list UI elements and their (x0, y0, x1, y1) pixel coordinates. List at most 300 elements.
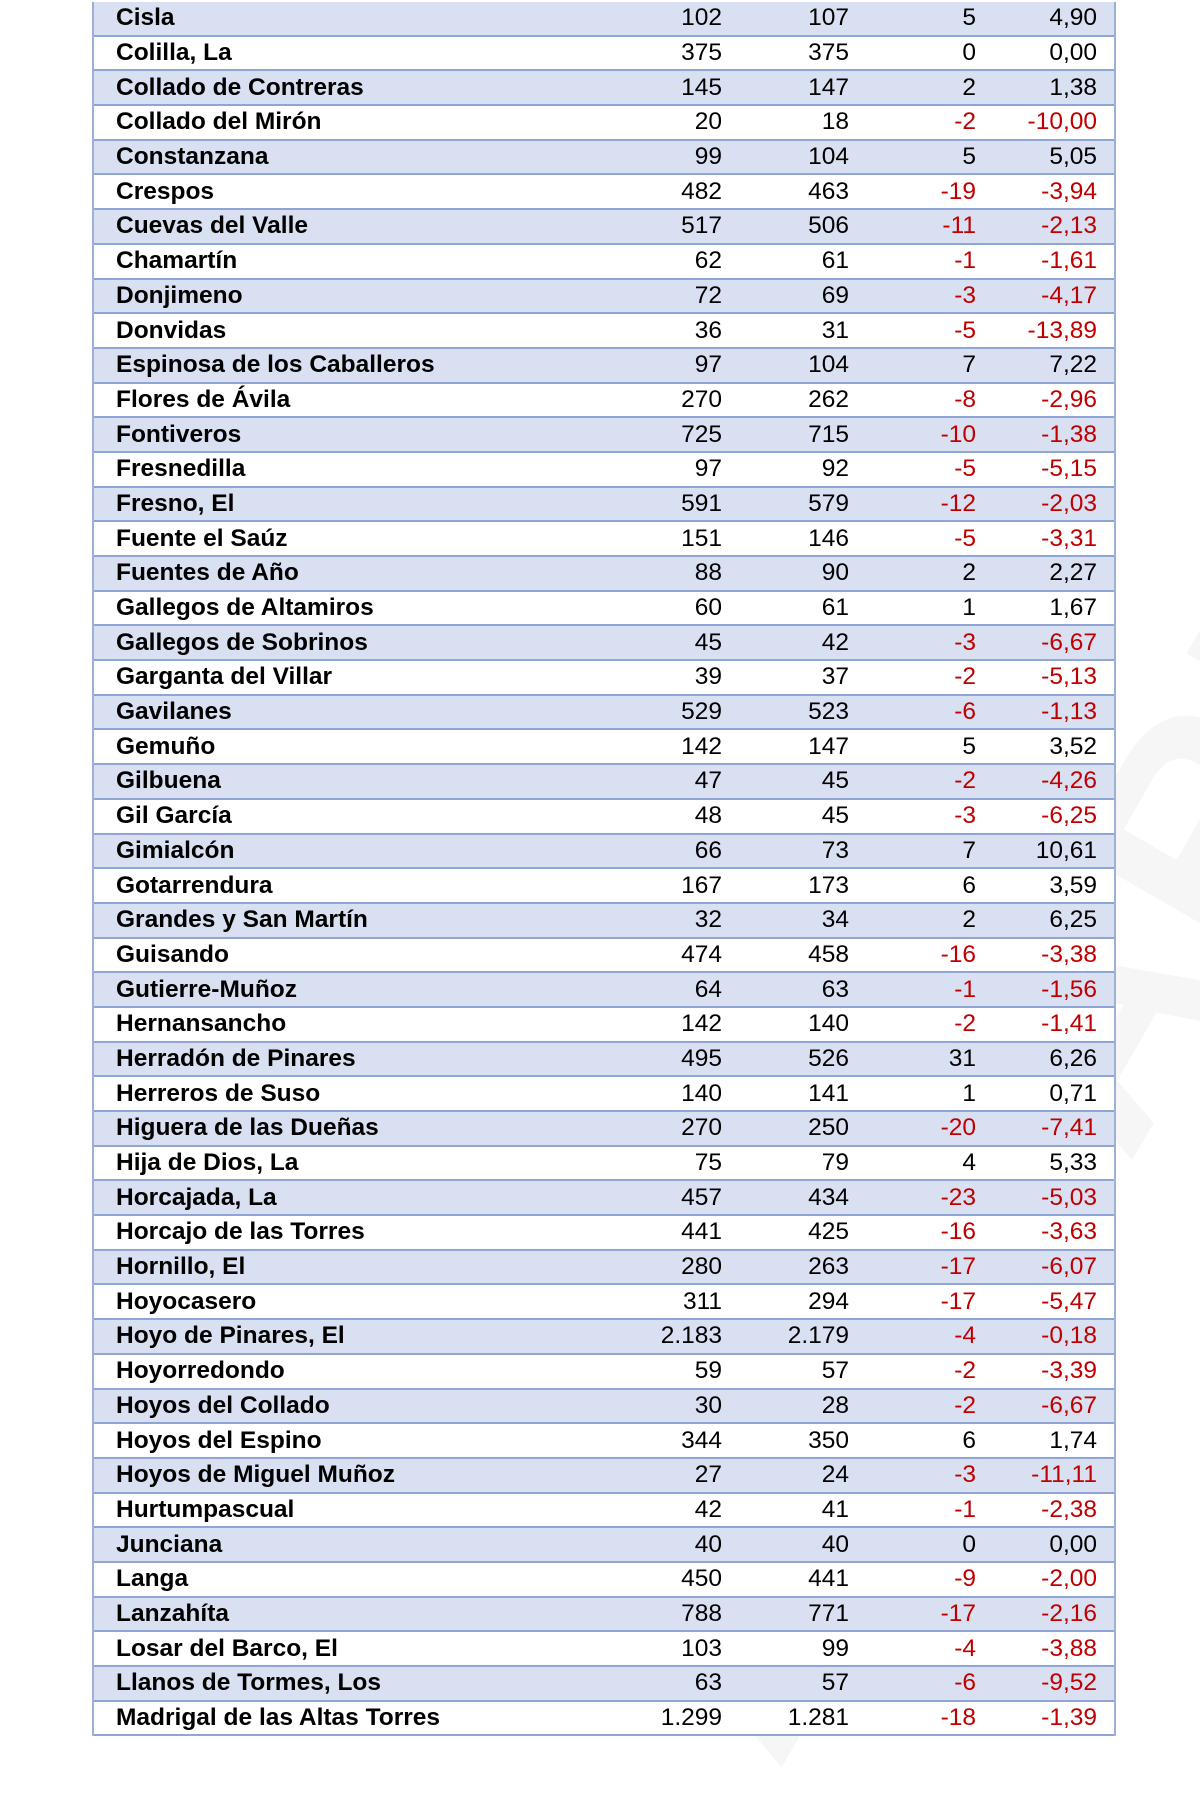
population-percent-change: 1,74 (1049, 1426, 1097, 1454)
population-percent-change: -4,26 (1041, 767, 1097, 795)
population-year-1: 30 (694, 1391, 722, 1419)
municipality-name: Gallegos de Sobrinos (116, 628, 368, 656)
population-year-2: 1.281 (787, 1704, 849, 1732)
table-row (94, 1563, 1114, 1598)
table-row (94, 106, 1114, 141)
population-year-2: 61 (821, 594, 849, 622)
population-difference: -5 (954, 316, 976, 344)
table-row (94, 280, 1114, 315)
municipality-name: Collado del Mirón (116, 108, 322, 136)
population-year-1: 63 (694, 1669, 722, 1697)
population-percent-change: 4,90 (1049, 4, 1097, 32)
population-year-2: 73 (821, 836, 849, 864)
population-year-1: 151 (681, 524, 722, 552)
table-row (94, 141, 1114, 176)
population-percent-change: 5,05 (1049, 143, 1097, 171)
municipality-name: Junciana (116, 1530, 223, 1558)
population-year-1: 2.183 (660, 1322, 722, 1350)
population-percent-change: -3,39 (1041, 1357, 1097, 1385)
population-percent-change: -4,17 (1041, 281, 1097, 309)
population-year-2: 579 (808, 489, 849, 517)
population-difference: 2 (962, 73, 976, 101)
population-percent-change: -2,03 (1041, 489, 1097, 517)
municipality-name: Horcajada, La (116, 1183, 277, 1211)
population-year-2: 61 (821, 247, 849, 275)
population-year-1: 60 (694, 594, 722, 622)
population-year-2: 90 (821, 559, 849, 587)
municipality-name: Hornillo, El (116, 1253, 246, 1281)
population-percent-change: 0,00 (1049, 1530, 1097, 1558)
population-year-2: 45 (821, 802, 849, 830)
population-difference: 7 (962, 836, 976, 864)
population-year-2: 24 (821, 1461, 849, 1489)
population-difference: -1 (954, 247, 976, 275)
population-percent-change: -2,96 (1041, 385, 1097, 413)
table-row (94, 418, 1114, 453)
population-percent-change: 0,71 (1049, 1079, 1097, 1107)
table-row (94, 245, 1114, 280)
population-year-2: 463 (808, 177, 849, 205)
table-row (94, 661, 1114, 696)
municipality-name: Horcajo de las Torres (116, 1218, 365, 1246)
municipality-name: Hija de Dios, La (116, 1149, 299, 1177)
table-row (94, 1112, 1114, 1147)
population-difference: -1 (954, 975, 976, 1003)
population-year-1: 140 (681, 1079, 722, 1107)
population-year-2: 441 (808, 1565, 849, 1593)
population-year-1: 145 (681, 73, 722, 101)
population-year-2: 350 (808, 1426, 849, 1454)
population-year-1: 103 (681, 1634, 722, 1662)
table-row (94, 730, 1114, 765)
population-percent-change: -1,61 (1041, 247, 1097, 275)
population-difference: -3 (954, 802, 976, 830)
population-year-1: 495 (681, 1044, 722, 1072)
population-year-1: 517 (681, 212, 722, 240)
table-row (94, 1043, 1114, 1078)
population-year-1: 66 (694, 836, 722, 864)
population-difference: -2 (954, 1357, 976, 1385)
population-difference: 4 (962, 1149, 976, 1177)
municipality-name: Gilbuena (116, 767, 221, 795)
population-year-1: 88 (694, 559, 722, 587)
population-year-1: 167 (681, 871, 722, 899)
population-year-2: 69 (821, 281, 849, 309)
population-year-1: 474 (681, 940, 722, 968)
table-row (94, 904, 1114, 939)
municipality-name: Higuera de las Dueñas (116, 1114, 379, 1142)
population-year-2: 294 (808, 1287, 849, 1315)
population-percent-change: -3,63 (1041, 1218, 1097, 1246)
population-percent-change: -6,07 (1041, 1253, 1097, 1281)
population-difference: -9 (954, 1565, 976, 1593)
population-difference: -12 (940, 489, 976, 517)
municipality-name: Hoyos del Collado (116, 1391, 330, 1419)
population-percent-change: -1,41 (1041, 1010, 1097, 1038)
population-difference: -11 (942, 212, 976, 240)
population-percent-change: -6,67 (1041, 628, 1097, 656)
population-year-2: 2.179 (787, 1322, 849, 1350)
population-percent-change: -1,13 (1041, 698, 1097, 726)
population-year-2: 526 (808, 1044, 849, 1072)
population-year-2: 57 (821, 1357, 849, 1385)
population-difference: 5 (962, 4, 976, 32)
population-year-1: 42 (694, 1495, 722, 1523)
population-percent-change: -6,67 (1041, 1391, 1097, 1419)
population-percent-change: -6,25 (1041, 802, 1097, 830)
municipality-name: Hoyo de Pinares, El (116, 1322, 345, 1350)
population-percent-change: -13,89 (1027, 316, 1097, 344)
population-year-1: 270 (681, 1114, 722, 1142)
population-year-2: 79 (821, 1149, 849, 1177)
population-difference: -2 (954, 1010, 976, 1038)
table-row (94, 592, 1114, 627)
population-year-2: 99 (821, 1634, 849, 1662)
population-table (92, 2, 1116, 1736)
table-row (94, 1702, 1114, 1737)
municipality-name: Garganta del Villar (116, 663, 333, 691)
table-row (94, 1390, 1114, 1425)
table-row (94, 1285, 1114, 1320)
table-row (94, 939, 1114, 974)
population-year-1: 32 (694, 906, 722, 934)
population-percent-change: -3,94 (1041, 177, 1097, 205)
population-difference: -2 (954, 663, 976, 691)
municipality-name: Langa (116, 1565, 189, 1593)
municipality-name: Grandes y San Martín (116, 906, 368, 934)
table-row (94, 2, 1114, 37)
table-row (94, 696, 1114, 731)
population-year-2: 375 (808, 39, 849, 67)
municipality-name: Herreros de Suso (116, 1079, 321, 1107)
population-year-1: 280 (681, 1253, 722, 1281)
population-year-2: 771 (808, 1599, 849, 1627)
population-year-2: 37 (821, 663, 849, 691)
population-year-2: 434 (808, 1183, 849, 1211)
population-year-1: 450 (681, 1565, 722, 1593)
table-row (94, 1598, 1114, 1633)
population-percent-change: -7,41 (1041, 1114, 1097, 1142)
population-year-2: 28 (821, 1391, 849, 1419)
population-difference: -16 (940, 940, 976, 968)
population-difference: -2 (954, 1391, 976, 1419)
municipality-name: Lanzahíta (116, 1599, 229, 1627)
municipality-name: Gutierre-Muñoz (116, 975, 298, 1003)
population-percent-change: -5,13 (1041, 663, 1097, 691)
population-difference: -4 (954, 1634, 976, 1662)
table-row (94, 869, 1114, 904)
municipality-name: Gavilanes (116, 698, 232, 726)
population-year-2: 425 (808, 1218, 849, 1246)
municipality-name: Hoyos del Espino (116, 1426, 322, 1454)
municipality-name: Guisando (116, 940, 229, 968)
population-year-1: 36 (694, 316, 722, 344)
population-percent-change: 1,38 (1049, 73, 1097, 101)
population-difference: -19 (940, 177, 976, 205)
population-year-2: 715 (808, 420, 849, 448)
population-year-2: 147 (808, 732, 849, 760)
population-year-1: 142 (681, 732, 722, 760)
population-percent-change: -1,56 (1041, 975, 1097, 1003)
population-difference: -2 (954, 767, 976, 795)
population-year-1: 45 (694, 628, 722, 656)
population-year-1: 102 (681, 4, 722, 32)
table-row (94, 626, 1114, 661)
population-percent-change: 2,27 (1049, 559, 1097, 587)
municipality-name: Gimialcón (116, 836, 235, 864)
table-row (94, 1459, 1114, 1494)
table-row (94, 765, 1114, 800)
population-year-1: 142 (681, 1010, 722, 1038)
population-percent-change: -5,15 (1041, 455, 1097, 483)
population-year-2: 523 (808, 698, 849, 726)
population-difference: -18 (940, 1704, 976, 1732)
municipality-name: Hurtumpascual (116, 1495, 295, 1523)
population-year-2: 31 (821, 316, 849, 344)
municipality-name: Madrigal de las Altas Torres (116, 1704, 441, 1732)
population-difference: 1 (962, 1079, 976, 1107)
municipality-name: Hoyocasero (116, 1287, 257, 1315)
population-difference: -23 (940, 1183, 976, 1211)
municipality-name: Donvidas (116, 316, 227, 344)
population-percent-change: -2,38 (1041, 1495, 1097, 1523)
table-row (94, 1181, 1114, 1216)
population-year-1: 40 (694, 1530, 722, 1558)
population-difference: 6 (962, 1426, 976, 1454)
population-difference: 6 (962, 871, 976, 899)
municipality-name: Llanos de Tormes, Los (116, 1669, 382, 1697)
population-year-2: 40 (821, 1530, 849, 1558)
population-year-2: 57 (821, 1669, 849, 1697)
population-year-2: 45 (821, 767, 849, 795)
municipality-name: Fuente el Saúz (116, 524, 288, 552)
population-percent-change: -5,03 (1041, 1183, 1097, 1211)
population-percent-change: 6,25 (1049, 906, 1097, 934)
population-year-1: 48 (694, 802, 722, 830)
population-year-2: 63 (821, 975, 849, 1003)
population-percent-change: -11,11 (1031, 1461, 1097, 1489)
population-year-2: 146 (808, 524, 849, 552)
table-row (94, 1355, 1114, 1390)
population-percent-change: -2,16 (1041, 1599, 1097, 1627)
table-row (94, 175, 1114, 210)
population-percent-change: 7,22 (1049, 351, 1097, 379)
municipality-name: Chamartín (116, 247, 238, 275)
population-percent-change: 5,33 (1049, 1149, 1097, 1177)
population-percent-change: 3,59 (1049, 871, 1097, 899)
municipality-name: Hoyos de Miguel Muñoz (116, 1461, 396, 1489)
population-percent-change: -1,39 (1041, 1704, 1097, 1732)
population-year-1: 1.299 (660, 1704, 722, 1732)
municipality-name: Flores de Ávila (116, 385, 291, 413)
population-year-2: 147 (808, 73, 849, 101)
population-year-1: 529 (681, 698, 722, 726)
population-year-1: 441 (681, 1218, 722, 1246)
population-year-2: 263 (808, 1253, 849, 1281)
population-year-2: 250 (808, 1114, 849, 1142)
population-percent-change: -2,00 (1041, 1565, 1097, 1593)
population-year-1: 344 (681, 1426, 722, 1454)
population-year-1: 375 (681, 39, 722, 67)
municipality-name: Cisla (116, 4, 175, 32)
population-percent-change: 1,67 (1049, 594, 1097, 622)
table-row (94, 453, 1114, 488)
population-year-1: 59 (694, 1357, 722, 1385)
municipality-name: Gallegos de Altamiros (116, 594, 374, 622)
table-row (94, 1494, 1114, 1529)
population-percent-change: 10,61 (1035, 836, 1097, 864)
table-row (94, 210, 1114, 245)
population-difference: 5 (962, 732, 976, 760)
table-row (94, 1147, 1114, 1182)
population-percent-change: -10,00 (1027, 108, 1097, 136)
table-row (94, 37, 1114, 72)
table-row (94, 1008, 1114, 1043)
population-percent-change: -1,38 (1041, 420, 1097, 448)
population-year-1: 482 (681, 177, 722, 205)
population-year-2: 18 (821, 108, 849, 136)
population-difference: -17 (940, 1287, 976, 1315)
population-year-1: 311 (682, 1287, 722, 1315)
table-row (94, 835, 1114, 870)
table-row (94, 314, 1114, 349)
population-percent-change: -9,52 (1041, 1669, 1097, 1697)
population-difference: -6 (954, 1669, 976, 1697)
table-row (94, 1528, 1114, 1563)
table-row (94, 1320, 1114, 1355)
population-percent-change: 6,26 (1049, 1044, 1097, 1072)
population-difference: -3 (954, 628, 976, 656)
table-row (94, 1216, 1114, 1251)
table-row (94, 71, 1114, 106)
municipality-name: Gotarrendura (116, 871, 273, 899)
table-row (94, 1077, 1114, 1112)
population-year-2: 173 (808, 871, 849, 899)
population-difference: 0 (962, 1530, 976, 1558)
municipality-name: Donjimeno (116, 281, 243, 309)
population-year-2: 104 (808, 143, 849, 171)
municipality-name: Fresno, El (116, 489, 235, 517)
population-year-1: 27 (694, 1461, 722, 1489)
population-year-2: 141 (808, 1079, 849, 1107)
table-row (94, 1667, 1114, 1702)
population-difference: -2 (954, 108, 976, 136)
population-difference: -6 (954, 698, 976, 726)
municipality-name: Constanzana (116, 143, 269, 171)
table-row (94, 488, 1114, 523)
population-year-1: 20 (694, 108, 722, 136)
population-year-1: 99 (694, 143, 722, 171)
population-difference: -3 (954, 1461, 976, 1489)
population-percent-change: 3,52 (1049, 732, 1097, 760)
population-year-1: 75 (694, 1149, 722, 1177)
population-year-2: 506 (808, 212, 849, 240)
municipality-name: Colilla, La (116, 39, 232, 67)
municipality-name: Gil García (116, 802, 232, 830)
population-year-2: 262 (808, 385, 849, 413)
population-difference: -20 (940, 1114, 976, 1142)
population-difference: -17 (940, 1599, 976, 1627)
population-difference: -10 (940, 420, 976, 448)
population-year-1: 97 (694, 455, 722, 483)
population-year-2: 92 (821, 455, 849, 483)
municipality-name: Losar del Barco, El (116, 1634, 338, 1662)
municipality-name: Espinosa de los Caballeros (116, 351, 435, 379)
population-year-2: 41 (821, 1495, 849, 1523)
table-row (94, 1632, 1114, 1667)
population-year-1: 39 (694, 663, 722, 691)
table-row (94, 1424, 1114, 1459)
population-difference: -4 (954, 1322, 976, 1350)
population-difference: -3 (954, 281, 976, 309)
population-year-1: 457 (681, 1183, 722, 1211)
population-percent-change: -3,88 (1041, 1634, 1097, 1662)
population-difference: 1 (962, 594, 976, 622)
table-row (94, 973, 1114, 1008)
population-difference: -1 (954, 1495, 976, 1523)
population-year-2: 42 (821, 628, 849, 656)
municipality-name: Hernansancho (116, 1010, 287, 1038)
table-row (94, 800, 1114, 835)
population-year-1: 725 (681, 420, 722, 448)
population-year-2: 140 (808, 1010, 849, 1038)
population-year-2: 458 (808, 940, 849, 968)
population-difference: -8 (954, 385, 976, 413)
population-percent-change: 0,00 (1049, 39, 1097, 67)
municipality-name: Fuentes de Año (116, 559, 299, 587)
table-row (94, 522, 1114, 557)
municipality-name: Fontiveros (116, 420, 242, 448)
population-difference: 2 (962, 906, 976, 934)
population-year-2: 107 (808, 4, 849, 32)
population-difference: 0 (962, 39, 976, 67)
population-difference: -5 (954, 455, 976, 483)
population-year-1: 64 (694, 975, 722, 1003)
population-difference: -17 (940, 1253, 976, 1281)
municipality-name: Gemuño (116, 732, 216, 760)
population-year-2: 104 (808, 351, 849, 379)
population-difference: 2 (962, 559, 976, 587)
population-difference: -5 (954, 524, 976, 552)
municipality-name: Cuevas del Valle (116, 212, 309, 240)
population-year-1: 97 (694, 351, 722, 379)
table-row (94, 557, 1114, 592)
population-difference: 31 (948, 1044, 976, 1072)
municipality-name: Herradón de Pinares (116, 1044, 356, 1072)
population-percent-change: -5,47 (1041, 1287, 1097, 1315)
population-year-2: 34 (821, 906, 849, 934)
table-row (94, 384, 1114, 419)
population-difference: 5 (962, 143, 976, 171)
table-row (94, 349, 1114, 384)
population-year-1: 47 (694, 767, 722, 795)
municipality-name: Fresnedilla (116, 455, 246, 483)
population-difference: 7 (962, 351, 976, 379)
municipality-name: Hoyorredondo (116, 1357, 285, 1385)
municipality-name: Crespos (116, 177, 215, 205)
population-percent-change: -3,38 (1041, 940, 1097, 968)
population-difference: -16 (940, 1218, 976, 1246)
population-percent-change: -3,31 (1041, 524, 1097, 552)
population-percent-change: -0,18 (1041, 1322, 1097, 1350)
population-year-1: 788 (681, 1599, 722, 1627)
municipality-name: Collado de Contreras (116, 73, 364, 101)
population-percent-change: -2,13 (1041, 212, 1097, 240)
population-year-1: 72 (694, 281, 722, 309)
population-year-1: 591 (681, 489, 722, 517)
table-row (94, 1251, 1114, 1286)
population-year-1: 62 (694, 247, 722, 275)
